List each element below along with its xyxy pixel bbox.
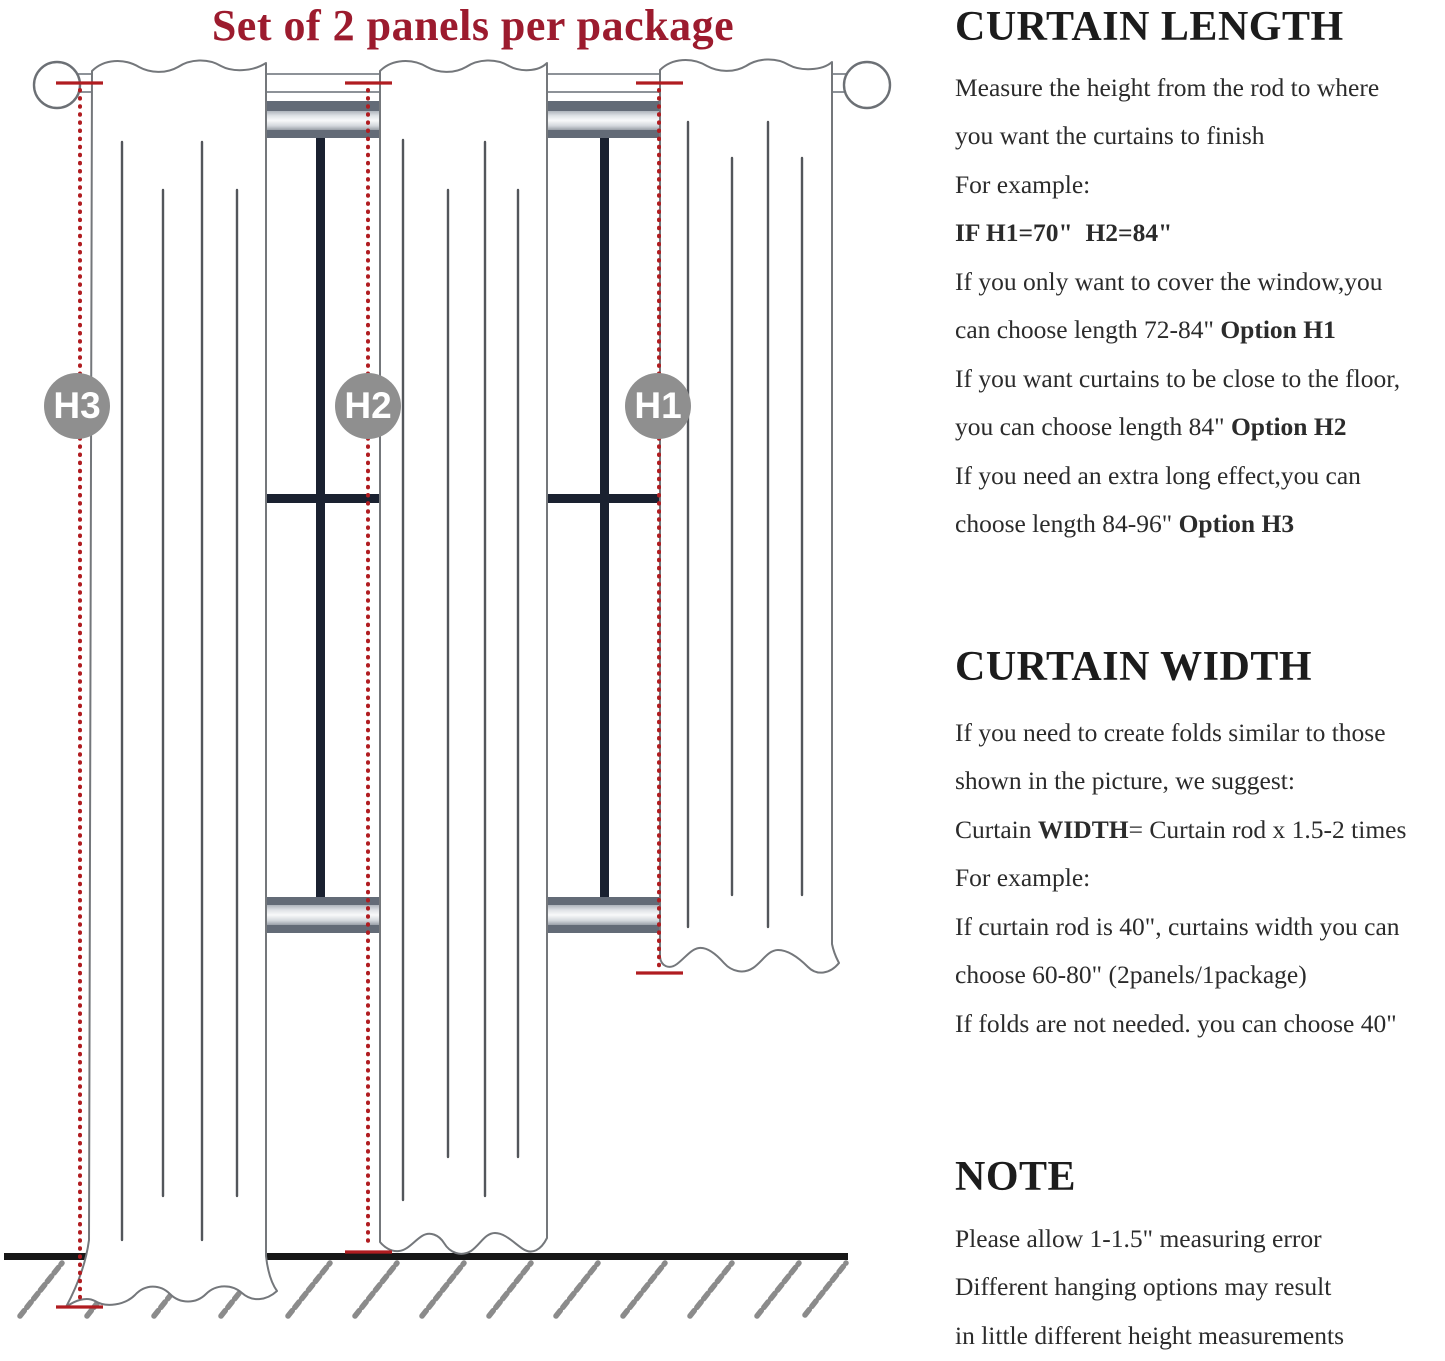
text-line: shown in the picture, we suggest: bbox=[955, 766, 1295, 796]
curtain-panel-h3 bbox=[66, 60, 277, 1307]
text-line: you want the curtains to finish bbox=[955, 121, 1265, 151]
badge-h2: H2 bbox=[335, 373, 401, 439]
text-line: Please allow 1-1.5" measuring error bbox=[955, 1224, 1322, 1253]
window-head-rail bbox=[263, 111, 381, 130]
note-body bbox=[955, 1215, 1445, 1360]
text-line: choose 60-80" (2panels/1package) bbox=[955, 960, 1307, 990]
text-line: If you only want to cover the window,you bbox=[955, 266, 1383, 296]
window-right bbox=[546, 101, 661, 933]
window-crossbar bbox=[546, 494, 661, 503]
text-line: can choose length 72-84" Option H1 bbox=[955, 315, 1336, 345]
badge-h3: H3 bbox=[44, 373, 110, 439]
text-line: If folds are not needed. you can choose 40" bbox=[955, 1008, 1397, 1038]
text-line: For example: bbox=[955, 863, 1091, 893]
window-mullion bbox=[600, 138, 609, 898]
window-left bbox=[263, 101, 381, 933]
curtain-length-body bbox=[955, 64, 1445, 549]
text-line: If curtain rod is 40", curtains width you can bbox=[955, 911, 1400, 941]
rod-finial-left bbox=[34, 62, 80, 108]
curtain-width-body bbox=[955, 709, 1445, 1048]
curtain-width-heading: CURTAIN WIDTH bbox=[955, 644, 1313, 690]
note-heading: NOTE bbox=[955, 1154, 1077, 1200]
text-line: If you need an extra long effect,you can bbox=[955, 460, 1361, 490]
window-head-rail bbox=[546, 111, 661, 130]
window-mullion bbox=[316, 138, 325, 898]
text-line: If you need to create folds similar to those bbox=[955, 718, 1386, 747]
badge-h1: H1 bbox=[625, 373, 691, 439]
curtain-length-heading: CURTAIN LENGTH bbox=[955, 4, 1344, 50]
text-line: in little different height measurements bbox=[955, 1320, 1344, 1350]
rod-finial-right bbox=[844, 62, 890, 108]
curtain-panel-h1 bbox=[660, 59, 839, 972]
window-crossbar bbox=[263, 494, 381, 503]
diagram-title: Set of 2 panels per package bbox=[211, 1, 735, 50]
text-line: IF H1=70" H2=84" bbox=[955, 218, 1173, 248]
window-head-bar bbox=[263, 101, 381, 111]
text-line: If you want curtains to be close to the floor, bbox=[955, 363, 1401, 393]
text-line: For example: bbox=[955, 169, 1091, 199]
text-line: Different hanging options may result bbox=[955, 1272, 1332, 1302]
window-head-bar bbox=[546, 101, 661, 111]
window-sill bbox=[263, 905, 381, 925]
text-line: you can choose length 84" Option H2 bbox=[955, 412, 1347, 442]
text-line: Measure the height from the rod to where bbox=[955, 73, 1380, 102]
curtain-panel-h2 bbox=[380, 60, 547, 1253]
window-sill bbox=[546, 905, 661, 925]
text-line: Curtain WIDTH= Curtain rod x 1.5-2 times bbox=[955, 814, 1407, 844]
text-line: choose length 84-96" Option H3 bbox=[955, 509, 1295, 539]
